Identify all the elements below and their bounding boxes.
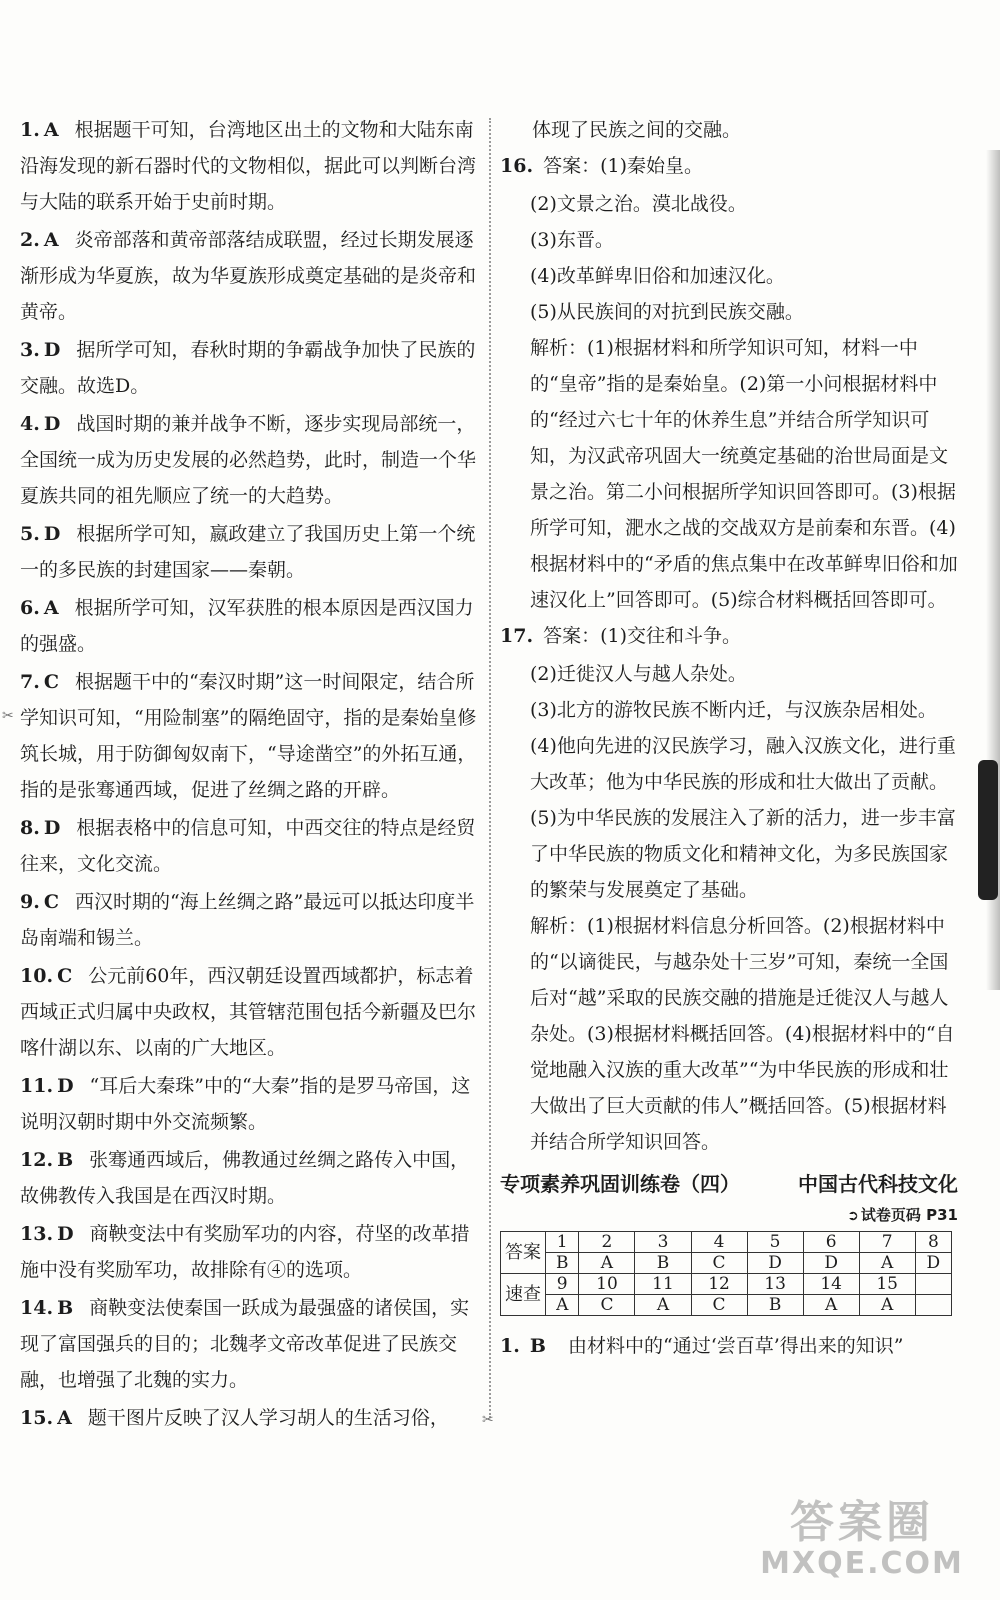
table-cell: B xyxy=(747,1295,803,1316)
item-answer: A xyxy=(57,1407,72,1429)
q16-analysis: 解析：(1)根据材料和所学知识可知，材料一中的“皇帝”指的是秦始皇。(2)第一小问根据材料中的“经过六七十年的休养生息”并结合所学知识可知，为汉武帝巩固大一统奠定基础的治世局面是文景之治。第二小问根据所学知识回答即可。(3)根据所学可知，淝水之战的交战双方是前秦和东晋。(4)根据材料中的“矛盾的焦点集中在改革鲜卑旧俗和加速汉化上”回答即可。(5)综合材料概括回答即可。 xyxy=(530,337,958,611)
section-title xyxy=(500,1166,958,1202)
answer-item xyxy=(20,958,478,1066)
item-number: 14. xyxy=(20,1297,54,1319)
item-number: 3. xyxy=(20,339,40,361)
table-cell: 10 xyxy=(579,1274,635,1295)
item-explanation: 商鞅变法使秦国一跃成为最强盛的诸侯国，实现了富国强兵的目的；北魏孝文帝改革促进了民族交融，也增强了北魏的实力。 xyxy=(20,1297,470,1391)
item-answer: D xyxy=(43,339,61,361)
item-answer: A xyxy=(43,597,59,619)
table-cell: A xyxy=(803,1295,859,1316)
table-cell: 1 xyxy=(546,1232,579,1253)
table-cell: 15 xyxy=(859,1274,915,1295)
q17-line: (2)迁徙汉人与越人杂处。 xyxy=(530,663,747,685)
item-explanation: 根据题干可知，台湾地区出土的文物和大陆东南沿海发现的新石器时代的文物相似，据此可以判断台湾与大陆的联系开始于史前时期。 xyxy=(20,119,477,213)
item-answer: C xyxy=(43,671,59,693)
table-cell: C xyxy=(691,1253,747,1274)
item-answer: B xyxy=(57,1149,74,1171)
table-cell: A xyxy=(635,1295,691,1316)
answer-quick-table xyxy=(500,1231,952,1316)
answer-item-17 xyxy=(500,618,958,654)
table-cell: A xyxy=(859,1295,915,1316)
table-cell: A xyxy=(579,1253,635,1274)
item-number: 4. xyxy=(20,413,40,435)
table-cell: 13 xyxy=(747,1274,803,1295)
page-reference xyxy=(500,1202,958,1229)
item-number: 6. xyxy=(20,597,40,619)
q17-line: (3)北方的游牧民族不断内迁，与汉族杂居相处。 xyxy=(530,699,937,721)
q16-line: (4)改革鲜卑旧俗和加速汉化。 xyxy=(530,265,785,287)
answer-item-16 xyxy=(500,148,958,184)
table-cell: 11 xyxy=(635,1274,691,1295)
item-explanation: 张骞通西域后，佛教通过丝绸之路传入中国，故佛教传入我国是在西汉时期。 xyxy=(20,1149,470,1207)
answer-item xyxy=(20,884,478,956)
answer-item-last xyxy=(500,1328,958,1364)
item-answer: D xyxy=(43,817,61,839)
table-label: 答案 xyxy=(501,1232,546,1274)
item-explanation: 根据题干中的“秦汉时期”这一时间限定，结合所学知识可知，“用险制塞”的隔绝固守，指的是秦始皇修筑长城，用于防御匈奴南下，“导途凿空”的外拓互通，指的是张骞通西域，促进了丝绸之路的开辟。 xyxy=(20,671,477,801)
q16-line: (2)文景之治。漠北战役。 xyxy=(530,193,747,215)
section-title-topic: 中国古代科技文化 xyxy=(798,1172,958,1196)
item-explanation: 题干图片反映了汉人学习胡人的生活习俗， xyxy=(87,1407,449,1429)
answer-item xyxy=(20,1400,478,1436)
item-number: 10. xyxy=(20,965,54,987)
table-cell: 14 xyxy=(803,1274,859,1295)
item-answer: B xyxy=(57,1297,74,1319)
item-explanation: “耳后大秦珠”中的“大秦”指的是罗马帝国，这说明汉朝时期中外交流频繁。 xyxy=(20,1075,471,1133)
item-explanation: 据所学可知，春秋时期的争霸战争加快了民族的交融。故选D。 xyxy=(20,339,476,397)
table-row xyxy=(501,1295,952,1316)
answer-item xyxy=(20,810,478,882)
table-cell: A xyxy=(546,1295,579,1316)
scissors-icon: ✂ xyxy=(2,708,14,724)
table-cell: 2 xyxy=(579,1232,635,1253)
item-number: 15. xyxy=(20,1407,54,1429)
item-number: 2. xyxy=(20,229,40,251)
table-cell: B xyxy=(546,1253,579,1274)
item-answer: D xyxy=(57,1075,74,1097)
answer-item xyxy=(20,332,478,404)
item-answer: C xyxy=(57,965,73,987)
table-cell: 4 xyxy=(691,1232,747,1253)
item-number: 12. xyxy=(20,1149,54,1171)
table-cell: D xyxy=(747,1253,803,1274)
left-column xyxy=(20,112,478,1438)
answer-item xyxy=(20,406,478,514)
answer-item xyxy=(20,1068,478,1140)
table-cell: C xyxy=(579,1295,635,1316)
item-number: 7. xyxy=(20,671,40,693)
q15-continuation: 体现了民族之间的交融。 xyxy=(532,119,742,141)
item-number: 16. xyxy=(500,155,534,177)
table-cell: 6 xyxy=(803,1232,859,1253)
table-cell: D xyxy=(803,1253,859,1274)
item-explanation: 商鞅变法中有奖励军功的内容，苻坚的改革措施中没有奖励军功，故排除有④的选项。 xyxy=(20,1223,470,1281)
table-cell: 9 xyxy=(546,1274,579,1295)
table-cell: 7 xyxy=(859,1232,915,1253)
answer-item xyxy=(20,1290,478,1398)
item-number: 1. xyxy=(500,1335,520,1357)
table-cell xyxy=(915,1295,951,1316)
item-explanation: 炎帝部落和黄帝部落结成联盟，经过长期发展逐渐形成为华夏族，故为华夏族形成奠定基础的是炎帝和黄帝。 xyxy=(20,229,477,323)
table-cell: A xyxy=(859,1253,915,1274)
answer-item xyxy=(20,112,478,220)
table-cell: 12 xyxy=(691,1274,747,1295)
scissors-icon: ✂ xyxy=(482,1412,494,1428)
column-divider xyxy=(489,118,491,1418)
q16-line: (5)从民族间的对抗到民族交融。 xyxy=(530,301,804,323)
item-explanation: 公元前60年，西汉朝廷设置西域都护，标志着西域正式归属中央政权，其管辖范围包括今新疆及巴尔喀什湖以东、以南的广大地区。 xyxy=(20,965,477,1059)
answer-item xyxy=(20,590,478,662)
q17-line: (5)为中华民族的发展注入了新的活力，进一步丰富了中华民族的物质文化和精神文化，为多民族国家的繁荣与发展奠定了基础。 xyxy=(530,807,956,901)
item-number: 17. xyxy=(500,625,534,647)
item-explanation: 战国时期的兼并战争不断，逐步实现局部统一，全国统一成为历史发展的必然趋势，此时，制造一个华夏族共同的祖先顺应了统一的大趋势。 xyxy=(20,413,477,507)
answer-item xyxy=(20,664,478,808)
item-answer: A xyxy=(43,119,59,141)
page-reference-text: 试卷页码 P31 xyxy=(860,1206,958,1224)
section-title-main: 专项素养巩固训练卷（四） xyxy=(500,1172,740,1196)
table-row xyxy=(501,1274,952,1295)
watermark-text: 答案圈 xyxy=(790,1497,934,1548)
q16-line: (3)东晋。 xyxy=(530,229,614,251)
item-explanation: 西汉时期的“海上丝绸之路”最远可以抵达印度半岛南端和锡兰。 xyxy=(20,891,475,949)
item-answer: D xyxy=(43,413,61,435)
item-answer: D xyxy=(57,1223,74,1245)
item-number: 5. xyxy=(20,523,40,545)
table-cell: D xyxy=(915,1253,951,1274)
item-explanation: 由材料中的“通过‘尝百草’得出来的知识” xyxy=(568,1335,904,1357)
table-label: 速查 xyxy=(501,1274,546,1316)
watermark-logo xyxy=(742,1498,982,1588)
answer-item xyxy=(20,516,478,588)
item-number: 13. xyxy=(20,1223,54,1245)
item-number: 9. xyxy=(20,891,40,913)
item-explanation: 根据表格中的信息可知，中西交往的特点是经贸往来，文化交流。 xyxy=(20,817,476,875)
table-cell: B xyxy=(635,1253,691,1274)
item-explanation: 根据所学可知，汉军获胜的根本原因是西汉国力的强盛。 xyxy=(20,597,474,655)
table-cell: 3 xyxy=(635,1232,691,1253)
table-cell: C xyxy=(691,1295,747,1316)
item-answer: 答案：(1)交往和斗争。 xyxy=(543,625,742,647)
item-answer: D xyxy=(43,523,61,545)
q17-analysis: 解析：(1)根据材料信息分析回答。(2)根据材料中的“以谪徙民，与越杂处十三岁”可知，秦统一全国后对“越”采取的民族交融的措施是迁徙汉人与越人杂处。(3)根据材料概括回答。(4)根据材料中的“自觉地融入汉族的重大改革”“为中华民族的形成和壮大做出了巨大贡献的伟人”概括回答。(5)根据材料并结合所学知识回答。 xyxy=(530,915,955,1153)
answer-item xyxy=(20,222,478,330)
watermark-url: MXQE.COM xyxy=(760,1546,964,1581)
answer-item xyxy=(20,1216,478,1288)
table-cell: 8 xyxy=(915,1232,951,1253)
item-explanation: 根据所学可知，嬴政建立了我国历史上第一个统一的多民族的封建国家——秦朝。 xyxy=(20,523,476,581)
table-row xyxy=(501,1253,952,1274)
answer-item xyxy=(20,1142,478,1214)
item-answer: C xyxy=(43,891,59,913)
table-cell xyxy=(915,1274,951,1295)
arrow-right-icon: ➲ xyxy=(847,1208,859,1224)
table-row xyxy=(501,1232,952,1253)
item-answer: A xyxy=(43,229,59,251)
item-number: 1. xyxy=(20,119,40,141)
item-number: 8. xyxy=(20,817,40,839)
item-answer: B xyxy=(529,1335,546,1357)
item-answer: 答案：(1)秦始皇。 xyxy=(543,155,704,177)
table-cell: 5 xyxy=(747,1232,803,1253)
right-column xyxy=(500,112,958,1366)
item-number: 11. xyxy=(20,1075,54,1097)
binding-mark xyxy=(978,760,998,900)
q17-line: (4)他向先进的汉民族学习，融入汉族文化，进行重大改革；他为中华民族的形成和壮大做出了贡献。 xyxy=(530,735,956,793)
